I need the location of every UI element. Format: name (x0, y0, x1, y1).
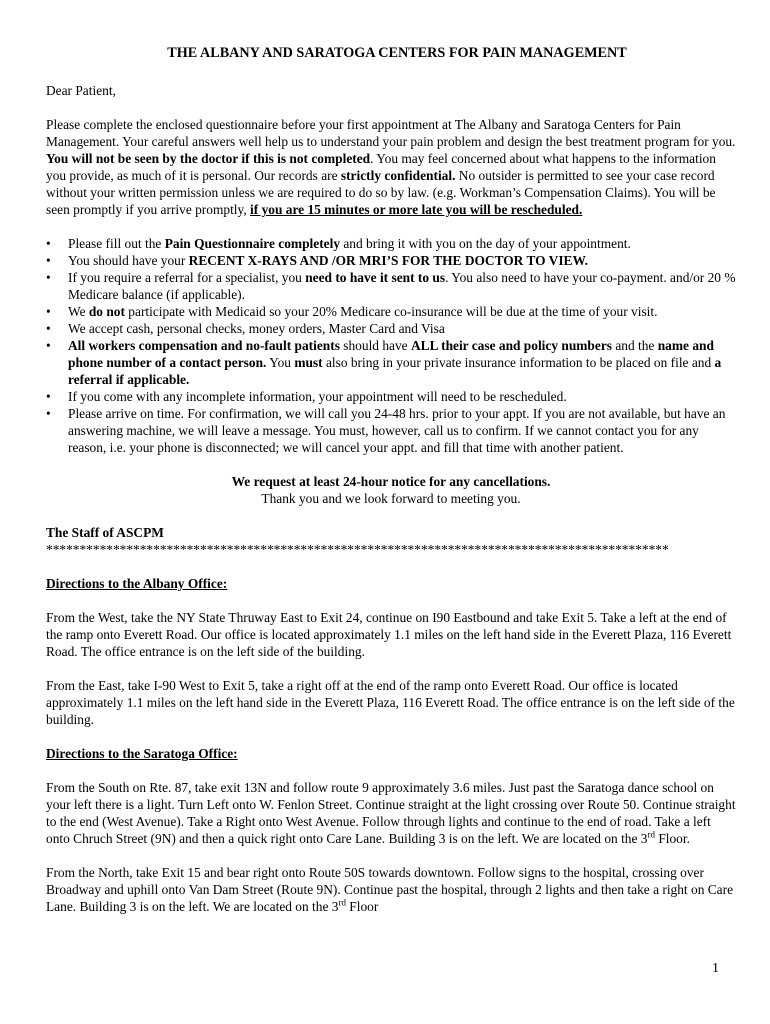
document-title: THE ALBANY AND SARATOGA CENTERS FOR PAIN MANAGEMENT (167, 45, 627, 61)
signature: The Staff of ASCPM (46, 525, 164, 540)
saratoga-heading: Directions to the Saratoga Office: (46, 746, 238, 761)
intro-paragraph: Please complete the enclosed questionnaire before your first appointment at The Albany and Saratoga Centers for Pain Management. Your careful answers well help us to understand your pain problem and design the best treatment program for you. You will not be seen by the doctor if this is not completed. You may feel concerned about what happens to the information you provide, as much of it is personal. Our records are strictly confidential. No outsider is permitted to see your case record without your written permission unless we are required to do so by law. (e.g. Workman’s Compensation Claims). You will be seen promptly if you arrive promptly, if you are 15 minutes or more late you will be rescheduled. (46, 117, 736, 217)
cancellation-notice: We request at least 24-hour notice for any cancellations. (231, 474, 551, 489)
closing-note (46, 473, 736, 507)
list-item: • You should have your RECENT X-RAYS AND /OR MRI’S FOR THE DOCTOR TO VIEW. (46, 252, 736, 269)
separator: ********************************************************************************************* (46, 542, 669, 557)
thanks-line: Thank you and we look forward to meeting you. (261, 491, 521, 506)
list-item: • Please fill out the Pain Questionnaire completely and bring it with you on the day of your appointment. (46, 235, 736, 252)
saratoga-directions-north: From the North, take Exit 15 and bear right onto Route 50S towards downtown. Follow signs to the hospital, crossing over Broadway and uphill onto Van Dam Street (Route 9N). Continue past the hospital, through 2 lights and then take a right on Care Lane. Building 3 is on the left. We are located on the 3rd Floor (46, 865, 734, 914)
saratoga-directions-south: From the South on Rte. 87, take exit 13N and follow route 9 approximately 3.6 miles. Just past the Saratoga dance school on your left there is a light. Turn Left onto W. Fenlon Street. Continue straight at the light crossing over Route 50. Continue straight to the end (West Avenue). Take a Right onto West Avenue. Follow through lights and continue to the end of road. Take a left onto Chruch Street (9N) and then a quick right onto Care Lane. Building 3 is on the left. We are located on the 3rd Floor. (46, 780, 736, 846)
list-item: • We accept cash, personal checks, money orders, Master Card and Visa (46, 320, 736, 337)
list-item: • If you require a referral for a specialist, you need to have it sent to us. You also need to have your co-payment. and/or 20 % Medicare balance (if applicable). (46, 269, 736, 303)
list-item: • If you come with any incomplete information, your appointment will need to be rescheduled. (46, 388, 736, 405)
list-item: • Please arrive on time. For confirmation, we will call you 24-48 hrs. prior to your appt. If you are not available, but have an answering machine, we will leave a message. You must, however, call us to confirm. If we cannot contact you for any reason, i.e. your phone is disconnected; we will cancel your appt. and fill that time with another patient. (46, 405, 736, 456)
instructions-list (46, 235, 736, 456)
document-page (46, 44, 736, 932)
albany-directions-east: From the East, take I-90 West to Exit 5, take a right off at the end of the ramp onto Everett Road. Our office is located approximately 1.1 miles on the left hand side in the Everett Plaza, 116 Everett Road. The office entrance is on the left side of the building. (46, 678, 735, 727)
list-item: • All workers compensation and no-fault patients should have ALL their case and policy numbers and the name and phone number of a contact person. You must also bring in your private insurance information to be placed on file and a referral if applicable. (46, 337, 736, 388)
list-item: • We do not participate with Medicaid so your 20% Medicare co-insurance will be due at the time of your visit. (46, 303, 736, 320)
albany-directions-west: From the West, take the NY State Thruway East to Exit 24, continue on I90 Eastbound and take Exit 5. Take a left at the end of the ramp onto Everett Road. Our office is located approximately 1.1 miles on the left hand side in the Everett Plaza, 116 Everett Road. The office entrance is on the left side of the building. (46, 610, 732, 659)
albany-heading: Directions to the Albany Office: (46, 576, 228, 591)
page-number: 1 (712, 961, 719, 976)
greeting: Dear Patient, (46, 83, 116, 98)
